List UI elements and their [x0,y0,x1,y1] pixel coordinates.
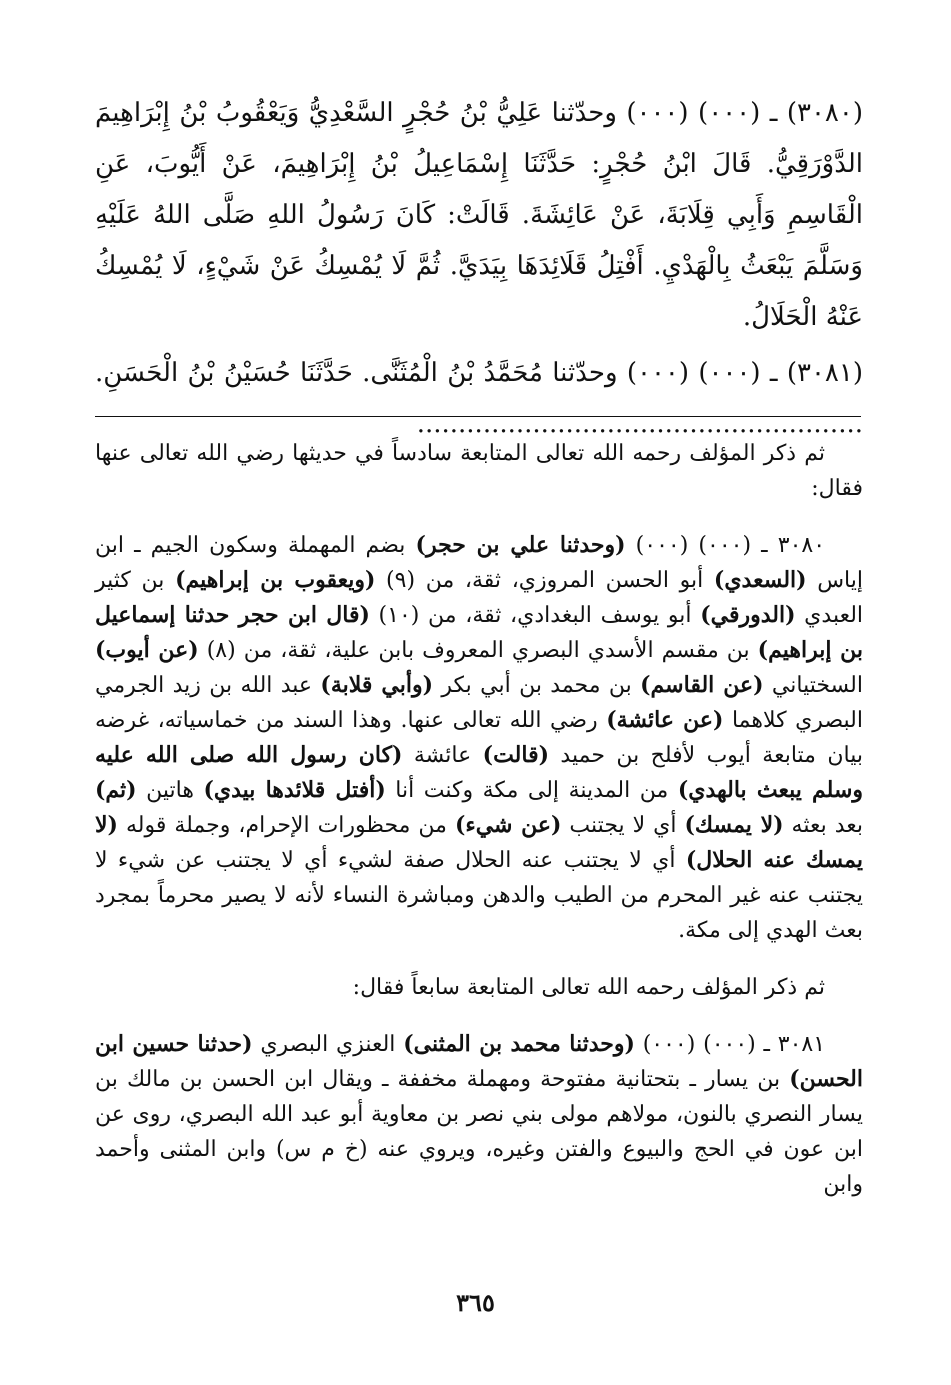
quoted-text: (السعدي) [713,567,807,593]
quoted-text: (عن القاسم) [640,672,764,698]
quoted-text: (وحدثنا علي بن حجر) [415,532,626,558]
quoted-text: (عن شيء) [454,812,562,838]
commentary-paragraph-3081 [95,1027,863,1202]
commentary-text: عائشة [402,743,483,768]
commentary-paragraph-3080 [95,528,863,948]
commentary-text: أي لا يجتنب [561,813,685,838]
quoted-text: (لا يمسك) [684,812,784,838]
quoted-text: (قالت) [482,742,550,768]
commentary-text: بعد بعثه [783,813,864,838]
quoted-text: (ويعقوب بن إبراهيم) [175,567,376,593]
hadith-3080 [95,88,863,343]
section-divider [95,416,861,417]
commentary-text: بن محمد بن أبي بكر [433,673,641,698]
commentary-text: ٣٠٨١ ـ (٠٠٠) (٠٠٠) [634,1032,826,1057]
hadith-text-section [95,88,863,450]
hadith-number: (٣٠٨٠) [786,98,863,128]
quoted-text: (الدورقي) [700,602,796,628]
hadith-body: ـ (٠٠٠) (٠٠٠) وحدّثنا مُحَمَّدُ بْنُ الْمُثَنَّى. حَدَّثَنَا حُسَيْنُ بْنُ الْحَسَنِ. ...................................................... [95,358,863,439]
commentary-text: بن مقسم الأسدي البصري المعروف بابن علية، ثقة، من (٨) [198,638,758,663]
commentary-text: أي لا يجتنب عنه الحلال صفة لشيء أي لا يجتنب عن شيء لا يجتنب عنه غير المحرم من الطيب والدهن ومباشرة النساء لأنه لا يصير محرماً بمجرد بعث الهدي إلى مكة. [95,848,863,943]
commentary-text: أبو الحسن المروزي، ثقة، من (٩) [375,568,714,593]
hadith-number: (٣٠٨١) [786,358,863,388]
quoted-text: (أفتل قلائدها بيدي) [203,777,386,803]
commentary-text: من المدينة إلى مكة وكنت أنا [385,778,678,803]
commentary-text: ٣٠٨٠ ـ (٠٠٠) (٠٠٠) [625,533,826,558]
commentary-intro: ثم ذكر المؤلف رحمه الله تعالى المتابعة سابعاً فقال: [352,975,825,1000]
commentary-text: رضي الله تعالى عنها. وهذا السند من خماسياته، غرضه بيان متابعة أيوب لأفلح بن حميد [95,708,863,768]
commentary-text: من محظورات الإحرام، وجملة قوله [117,813,455,838]
quoted-text: (عن عائشة) [606,707,724,733]
commentary-text: أبو يوسف البغدادي، ثقة، من (١٠) [369,603,701,628]
hadith-body: ـ (٠٠٠) (٠٠٠) وحدّثنا عَلِيُّ بْنُ حُجْرٍ السَّعْدِيُّ وَيَعْقُوبُ بْنُ إِبْرَاهِيمَ الدَّوْرَقِيُّ. قَالَ ابْنُ حُجْرٍ: حَدَّثَنَا إِسْمَاعِيلُ بْنُ إِبْرَاهِيمَ، عَنْ أَيُّوبَ، عَنِ الْقَاسِمِ وَأَبِي قِلَابَةَ، عَنْ عَائِشَةَ. قَالَتْ: كَانَ رَسُولُ اللهِ صَلَّى اللهُ عَلَيْهِ وَسَلَّمَ يَبْعَثُ بِالْهَدْيِ. أَفْتِلُ قَلَائِدَهَا بِيَدَيَّ. ثُمَّ لَا يُمْسِكُ عَنْ شَيْءٍ، لَا يُمْسِكُ عَنْهُ الْحَلَالُ. [95,98,863,332]
hadith-3081 [95,348,863,450]
commentary-text: هاتين [136,778,204,803]
commentary-text: عبد الله بن زيد الجرمي البصري كلاهما [95,673,863,733]
commentary-text: بضم المهملة وسكون الجيم ـ ابن إياس [95,533,864,593]
commentary-text: بن يسار ـ بتحتانية مفتوحة ومهملة مخففة ـ ويقال ابن الحسن بن مالك بن يسار النصري بالنون، مولاهم مولى بني نصر بن معاوية أبو عبد الله البصري، روى عن ابن عون في الحج والبيوع والفتن وغيره، ويروي عنه (خ م س) وابن المثنى وأحمد وابن [95,1067,863,1197]
quoted-text: (قال ابن حجر حدثنا إسماعيل بن إبراهيم) [95,602,863,663]
commentary-text: بن كثير العبدي [95,568,864,628]
quoted-text: (ثم) [95,777,137,803]
quoted-text: (وحدثنا محمد بن المثنى) [403,1031,635,1057]
commentary-intro: ثم ذكر المؤلف رحمه الله تعالى المتابعة سادساً في حديثها رضي الله تعالى عنها فقال: [95,441,863,501]
page-number: ٣٦٥ [456,1288,495,1317]
quoted-text: (كان رسول الله صلى الله عليه وسلم يبعث بالهدي) [95,742,864,803]
quoted-text: (وأبي قلابة) [320,672,434,698]
commentary-section [95,436,863,1202]
quoted-text: (لا يمسك عنه الحلال) [95,812,863,873]
commentary-text: السختياني [763,673,863,698]
quoted-text: (حدثنا حسين ابن الحسن) [95,1031,863,1092]
quoted-text: (عن أيوب) [95,637,199,663]
commentary-text: العنزي البصري [252,1032,404,1057]
